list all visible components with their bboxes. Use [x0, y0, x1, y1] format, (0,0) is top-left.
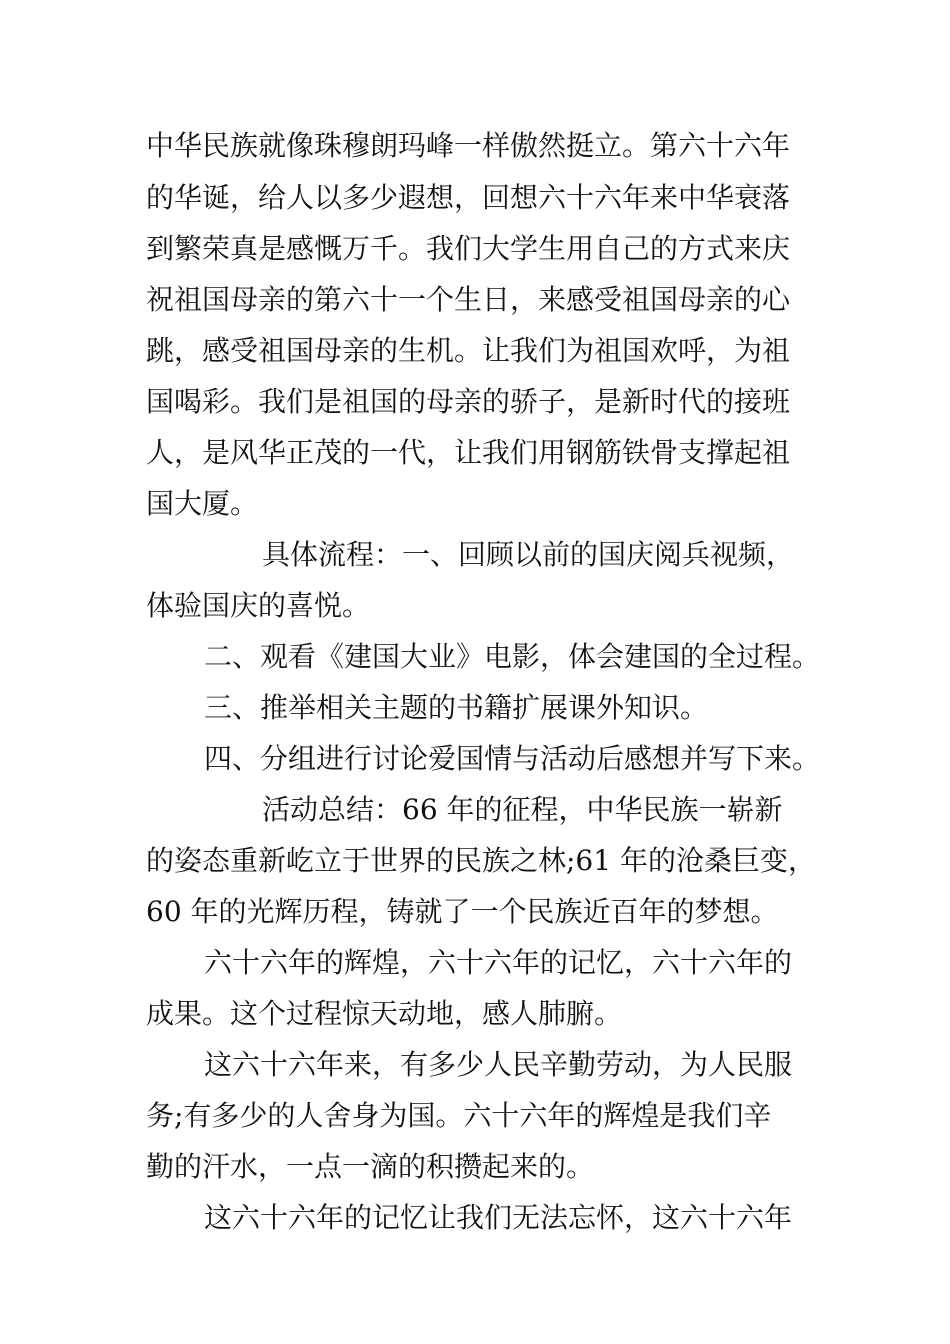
text-line: 四、分组进行讨论爱国情与活动后感想并写下来。	[204, 742, 821, 775]
text-line: 的华诞，给人以多少遐想，回想六十六年来中华衰落	[146, 181, 791, 214]
text-line: 跳，感受祖国母亲的生机。让我们为祖国欢呼，为祖	[146, 334, 791, 367]
text-line: 中华民族就像珠穆朗玛峰一样傲然挺立。第六十六年	[146, 129, 791, 162]
text-line: 人，是风华正茂的一代，让我们用钢筋铁骨支撑起祖	[146, 436, 791, 469]
text-line: 勤的汗水，一点一滴的积攒起来的。	[146, 1150, 595, 1183]
text-line: 国喝彩。我们是祖国的母亲的骄子，是新时代的接班	[146, 385, 791, 418]
text-line: 祝祖国母亲的第六十一个生日，来感受祖国母亲的心	[146, 283, 791, 316]
text-line: 到繁荣真是感慨万千。我们大学生用自己的方式来庆	[146, 232, 791, 265]
text-line: 成果。这个过程惊天动地，感人肺腑。	[146, 997, 623, 1030]
text-line: 二、观看《建国大业》电影，体会建国的全过程。	[204, 640, 821, 673]
text-line: 国大厦。	[146, 487, 259, 520]
text-line: 这六十六年来，有多少人民辛勤劳动，为人民服	[204, 1048, 793, 1081]
text-line: 60 年的光辉历程，铸就了一个民族近百年的梦想。	[146, 895, 779, 928]
text-line: 这六十六年的记忆让我们无法忘怀，这六十六年	[204, 1201, 793, 1234]
text-line: 务;有多少的人舍身为国。六十六年的辉煌是我们辛	[146, 1099, 772, 1132]
text-line: 的姿态重新屹立于世界的民族之林;61 年的沧桑巨变，	[146, 844, 816, 877]
text-line: 活动总结：66 年的征程，中华民族一崭新	[262, 793, 783, 826]
text-line: 六十六年的辉煌，六十六年的记忆，六十六年的	[204, 946, 793, 979]
text-line: 三、推举相关主题的书籍扩展课外知识。	[204, 691, 709, 724]
text-line: 体验国庆的喜悦。	[146, 589, 371, 622]
text-line: 具体流程：一、回顾以前的国庆阅兵视频，	[262, 538, 795, 571]
